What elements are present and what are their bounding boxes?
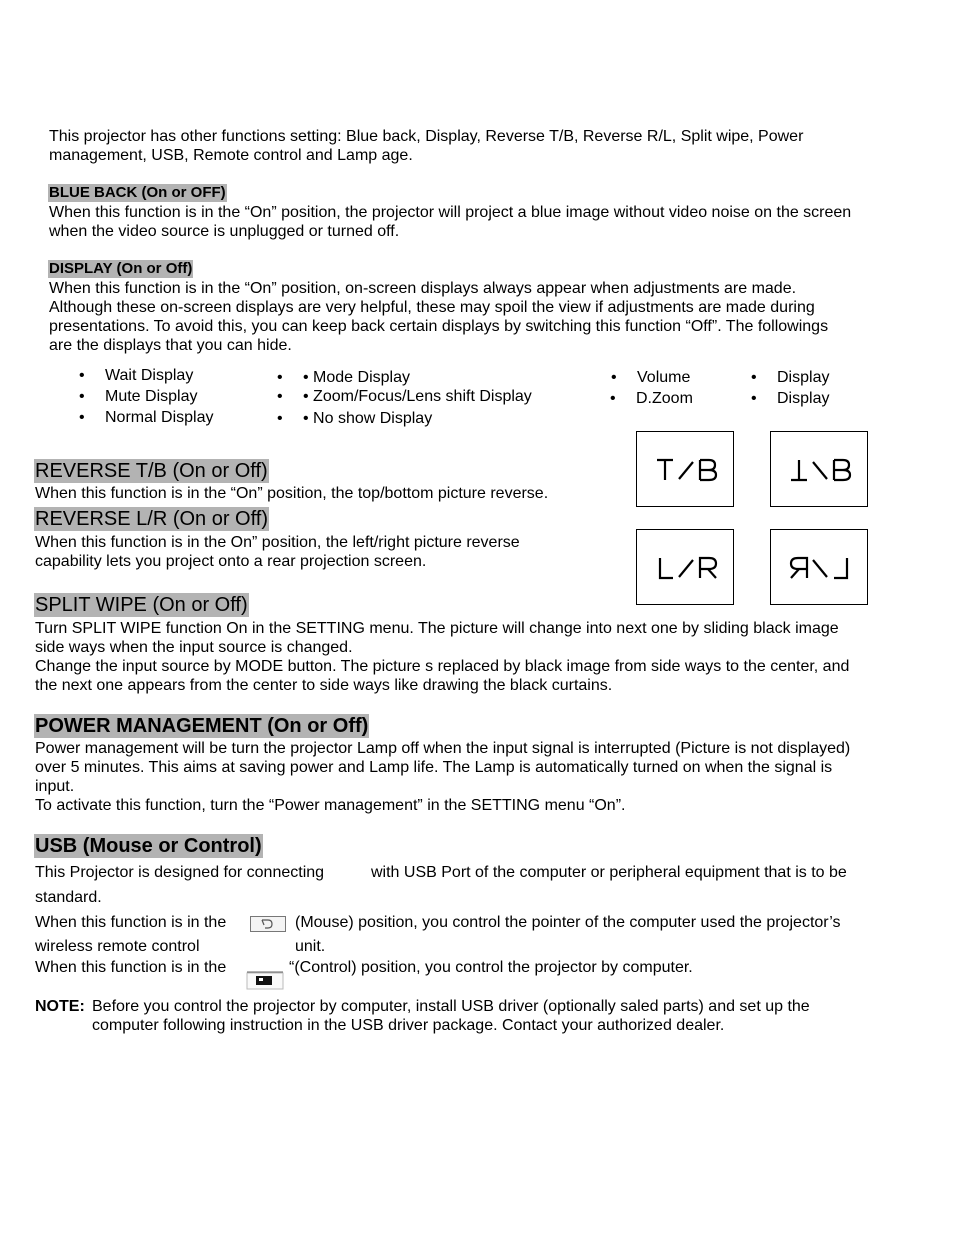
usb-line-5b: “(Control) position, you control the projector by computer. xyxy=(289,959,693,976)
bullet-item: • Volume xyxy=(637,368,690,387)
usb-line-2: standard. xyxy=(35,889,102,906)
split-wipe-line-1: Turn SPLIT WIPE function On in the SETTING menu. The picture will change into next one by sliding black image xyxy=(35,620,839,637)
display-heading: DISPLAY (On or Off) xyxy=(49,260,193,277)
note-label: NOTE: xyxy=(35,998,85,1015)
blue-back-line-2: when the video source is unplugged or turned off. xyxy=(49,223,400,240)
reverse-lr-heading: REVERSE L/R (On or Off) xyxy=(35,508,269,530)
display-line-2: Although these on-screen displays are very helpful, these may spoil the view if adjustments are made during xyxy=(49,299,815,316)
note-line-1: Before you control the projector by computer, install USB driver (optionally saled parts) and set up the xyxy=(92,998,810,1015)
power-heading: POWER MANAGEMENT (On or Off) xyxy=(35,715,369,737)
reverse-lr-line-1: When this function is in the On” position, the left/right picture reverse xyxy=(35,534,520,551)
bullet-item: • Mute Display xyxy=(105,387,197,406)
usb-line-1b: with USB Port of the computer or peripheral equipment that is to be xyxy=(371,864,847,881)
tb-normal-glyph xyxy=(637,432,735,508)
usb-line-3b: (Mouse) position, you control the pointer of the computer used the projector’s xyxy=(295,914,841,931)
power-line-1: Power management will be turn the projector Lamp off when the input signal is interrupted (Picture is not displayed) xyxy=(35,740,851,757)
bullet-item: • • Mode Display xyxy=(303,368,410,387)
note-line-2: computer following instruction in the USB driver package. Contact your authorized dealer. xyxy=(92,1017,725,1034)
blue-back-line-1: When this function is in the “On” position, the projector will project a blue image without video noise on the screen xyxy=(49,204,852,221)
power-line-2: over 5 minutes. This aims at saving power and Lamp life. The Lamp is automatically turned on when the signal is xyxy=(35,759,833,776)
usb-line-3a: When this function is in the xyxy=(35,914,227,931)
bullet-item: • Normal Display xyxy=(105,408,213,427)
lr-normal-glyph xyxy=(637,530,735,606)
split-wipe-heading: SPLIT WIPE (On or Off) xyxy=(35,594,248,616)
usb-heading: USB (Mouse or Control) xyxy=(35,835,262,857)
tb-normal-diagram xyxy=(636,431,734,507)
bullet-item: • Wait Display xyxy=(105,366,193,385)
blue-back-heading: BLUE BACK (On or OFF) xyxy=(49,184,226,201)
usb-line-5a: When this function is in the xyxy=(35,959,227,976)
tb-reversed-diagram xyxy=(770,431,868,507)
bullet-item: • Display xyxy=(777,389,829,408)
lr-normal-diagram xyxy=(636,529,734,605)
bullet-item: • Display xyxy=(777,368,829,387)
display-line-3: presentations. To avoid this, you can keep back certain displays by switching this function “Off”. The followings xyxy=(49,318,829,335)
lr-reversed-glyph xyxy=(771,530,869,606)
control-mode-icon xyxy=(246,968,284,995)
usb-line-4a: wireless remote control xyxy=(35,938,200,955)
power-line-3: input. xyxy=(35,778,75,795)
mouse-mode-icon xyxy=(250,916,286,937)
split-wipe-line-4: the next one appears from the center to side ways like drawing the black curtains. xyxy=(35,677,613,694)
bullet-item: • • Zoom/Focus/Lens shift Display xyxy=(303,387,532,406)
power-line-4: To activate this function, turn the “Power management” in the SETTING menu “On”. xyxy=(35,797,626,814)
usb-line-4b: unit. xyxy=(295,938,326,955)
lr-reversed-diagram xyxy=(770,529,868,605)
display-line-1: When this function is in the “On” position, on-screen displays always appear when adjustments are made. xyxy=(49,280,797,297)
split-wipe-line-2: side ways when the input source is changed. xyxy=(35,639,353,656)
intro-line-2: management, USB, Remote control and Lamp age. xyxy=(49,147,413,164)
display-line-4: are the displays that you can hide. xyxy=(49,337,292,354)
usb-line-1a: This Projector is designed for connecting xyxy=(35,864,325,881)
split-wipe-line-3: Change the input source by MODE button. The picture s replaced by black image from side ways to the center, and xyxy=(35,658,850,675)
reverse-tb-line-1: When this function is in the “On” position, the top/bottom picture reverse. xyxy=(35,485,549,502)
bullet-item: • D.Zoom xyxy=(636,389,693,408)
intro-line-1: This projector has other functions setting: Blue back, Display, Reverse T/B, Reverse R/L, Split wipe, Power xyxy=(49,128,804,145)
tb-reversed-glyph xyxy=(771,432,869,508)
reverse-tb-heading: REVERSE T/B (On or Off) xyxy=(35,460,268,482)
reverse-lr-line-2: capability lets you project onto a rear projection screen. xyxy=(35,553,427,570)
bullet-item: • • No show Display xyxy=(303,409,432,428)
